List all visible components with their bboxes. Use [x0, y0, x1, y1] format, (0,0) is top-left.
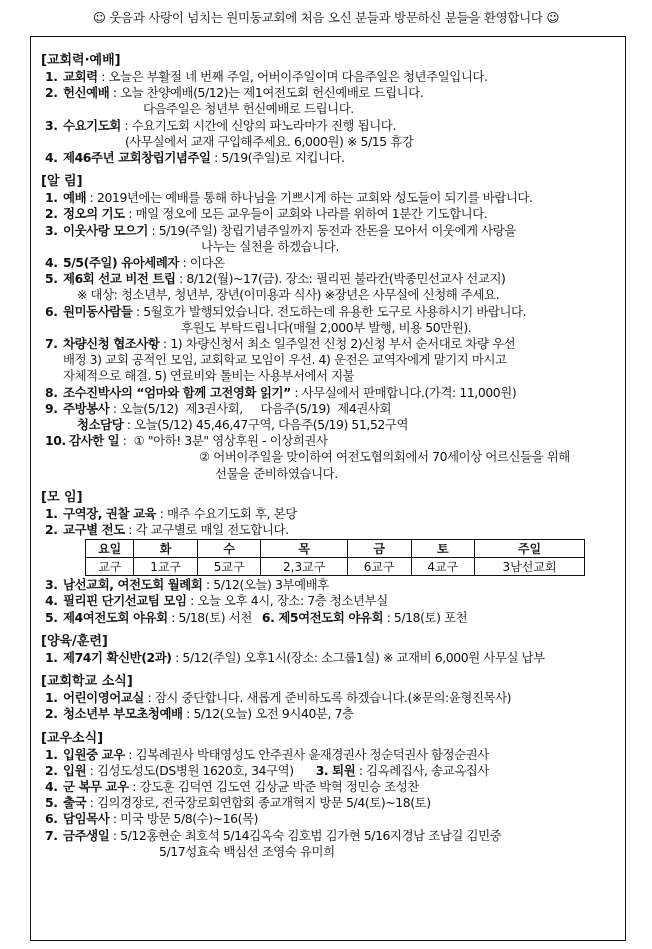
table-cell: 6교구 — [347, 558, 411, 576]
table-cell: 4교구 — [411, 558, 475, 576]
list-item: 7. 금주생일 : 5/12홍현순 최호석 5/14김옥숙 김호범 김가현 5/16지경남 조남길 김민중 5/17성효숙 백심선 조영숙 유미희 — [45, 827, 502, 859]
list-item: 6. 담임목사 : 미국 방문 5/8(수)~16(목) — [45, 811, 259, 827]
table-cell: 금 — [347, 540, 411, 558]
list-item: 1. 구역장, 권찰 교육 : 매주 수요기도회 후, 본당 — [45, 505, 297, 521]
table-cell: 토 — [411, 540, 475, 558]
evangelism-schedule-table — [85, 539, 585, 576]
list-item: 2. 교구별 전도 : 각 교구별로 매일 전도합니다. — [45, 522, 289, 538]
section-title: [교우소식] — [41, 730, 104, 746]
table-row — [86, 558, 585, 576]
section-school — [41, 670, 617, 722]
list-item: 2. 정오의 기도 : 매일 정오에 모든 교우들이 교회와 나라를 위하여 1분간 기도합니다. — [45, 206, 488, 222]
list-item: 3. 이웃사랑 모으기 : 5/19(주일) 창립기념주일까지 동전과 잔돈을 모아서 이웃에게 사랑을 나누는 실천을 하겠습니다. — [45, 222, 516, 254]
list-item: 2. 청소년부 부모초청예배 : 5/12(오늘) 오전 9시40분, 7층 — [45, 706, 354, 722]
table-cell: 목 — [261, 540, 347, 558]
list-item: 8. 조수진박사의 “엄마와 함께 고전영화 읽기” : 사무실에서 판매합니다.(가격: 11,000원) — [45, 384, 517, 400]
list-item: 1. 예배 : 2019년에는 예배를 통해 하나님을 기쁘시게 하는 교회와 성도들이 되기를 바랍니다. — [45, 190, 533, 206]
section-notice — [41, 170, 617, 482]
list-item: 4. 제46주년 교회창립기념주일 : 5/19(주일)로 지킵니다. — [45, 150, 345, 166]
list-item: 10. 감사한 일 : ① "아하! 3분" 영상후원 - 이상희권사 ② 어버이주일을 맞이하여 여전도협의회에서 70세이상 어르신들을 위해 선물을 준비하였습니다. — [45, 433, 570, 481]
section-worship — [41, 49, 617, 166]
section-training — [41, 630, 617, 666]
list-item: 1. 입원중 교우 : 김복례권사 박태영성도 안주권사 윤재경권사 정순덕권사 함정순권사 — [45, 746, 489, 762]
list-item: 2. 헌신예배 : 오늘 찬양예배(5/12)는 제1여전도회 헌신예배로 드립니다. 다음주일은 청년부 헌신예배로 드립니다. — [45, 85, 424, 117]
welcome-header: ☺ 웃음과 사랑이 넘치는 원미동교회에 처음 오신 분들과 방문하신 분들을 환영합니다 ☺ — [92, 10, 560, 25]
table-cell: 요일 — [86, 540, 134, 558]
list-item: 1. 교회력 : 오늘은 부활절 네 번째 주일, 어버이주일이며 다음주일은 청년주일입니다. — [45, 69, 488, 84]
list-item: 7. 차량신청 협조사항 : 1) 차량신청서 최소 일주일전 신청 2)신청 부서 순서대로 차량 우선 배정 3) 교회 공적인 모임, 교회학교 모임이 우선. 4) 운전은 교역자에게 맡기지 마시고 자체적으로 해결. 5) 연료비와 톨비는 사용부서에서 지불 — [45, 336, 516, 384]
list-item: 5. 제6회 선교 비전 트립 : 8/12(월)~17(금). 장소: 필리핀 불라칸(박종민선교사 선교지) ※ 대상: 청소년부, 청년부, 장년(이미용과 식사) ※장년은 사무실에 신청해 주세요. — [45, 271, 506, 303]
table-cell: 교구 — [86, 558, 134, 576]
list-item: 5. 제4여전도회 야유회 : 5/18(토) 서천 6. 제5여전도회 야유회 : 5/18(토) 포천 — [45, 609, 468, 625]
table-cell: 3남선교회 — [475, 558, 585, 576]
list-item: 4. 필리핀 단기선교팀 모임 : 오늘 오후 4시, 장소: 7층 청소년부실 — [45, 593, 388, 609]
list-item: 청소담당 : 오늘(5/12) 45,46,47구역, 다음주(5/19) 51,52구역 — [77, 417, 409, 433]
list-item: 1. 제74기 확신반(2과) : 5/12(주일) 오후1시(장소: 소그룹1실) ※ 교재비 6,000원 사무실 납부 — [45, 649, 545, 665]
table-cell: 5교구 — [197, 558, 261, 576]
section-title: [알 림] — [41, 174, 83, 190]
table-cell: 수 — [197, 540, 261, 558]
table-row — [86, 540, 585, 558]
list-item: 3. 남선교회, 여전도회 월례회 : 5/12(오늘) 3부예배후 — [45, 577, 329, 593]
list-item: 4. 5/5(주일) 유아세례자 : 이다온 — [45, 255, 225, 271]
list-item: 4. 군 복무 교우 : 강도훈 김덕연 김도연 김상균 박준 박혁 정민승 조성찬 — [45, 778, 419, 794]
section-title: [모 임] — [41, 489, 83, 505]
section-meeting — [41, 486, 617, 626]
list-item: 3. 수요기도회 : 수요기도회 시간에 신앙의 파노라마가 진행 됩니다. (사무실에서 교재 구입해주세요. 6,000원) ※ 5/15 휴강 — [45, 117, 414, 149]
section-title: [교회학교 소식] — [41, 674, 133, 690]
table-cell: 1교구 — [134, 558, 198, 576]
table-cell: 주일 — [475, 540, 585, 558]
list-item: 9. 주방봉사 : 오늘(5/12) 제3권사회, 다음주(5/19) 제4권사회 — [45, 400, 392, 416]
list-item: 2. 입원 : 김성도성도(DS병원 1620호, 34구역) 3. 퇴원 : 김옥례집사, 송교옥집사 — [45, 762, 489, 778]
section-title: [교회력·예배] — [41, 53, 121, 68]
bulletin-box — [30, 36, 626, 941]
list-item: 6. 원미동사람들 : 5월호가 발행되었습니다. 전도하는데 유용한 도구로 사용하시기 바랍니다. 후원도 부탁드립니다(매월 2,000부 발행, 비용 50만원). — [45, 303, 527, 335]
section-members — [41, 727, 617, 860]
list-item: 5. 출국 : 김의경장로, 전국장로회연합회 종교개혁지 방문 5/4(토)~18(토) — [45, 795, 431, 811]
section-title: [양육/훈련] — [41, 633, 108, 649]
list-item: 1. 어린이영어교실 : 잠시 중단합니다. 새롭게 준비하도록 하겠습니다.(※문의:윤형진목사) — [45, 690, 512, 706]
table-cell: 화 — [134, 540, 198, 558]
table-cell: 2,3교구 — [261, 558, 347, 576]
